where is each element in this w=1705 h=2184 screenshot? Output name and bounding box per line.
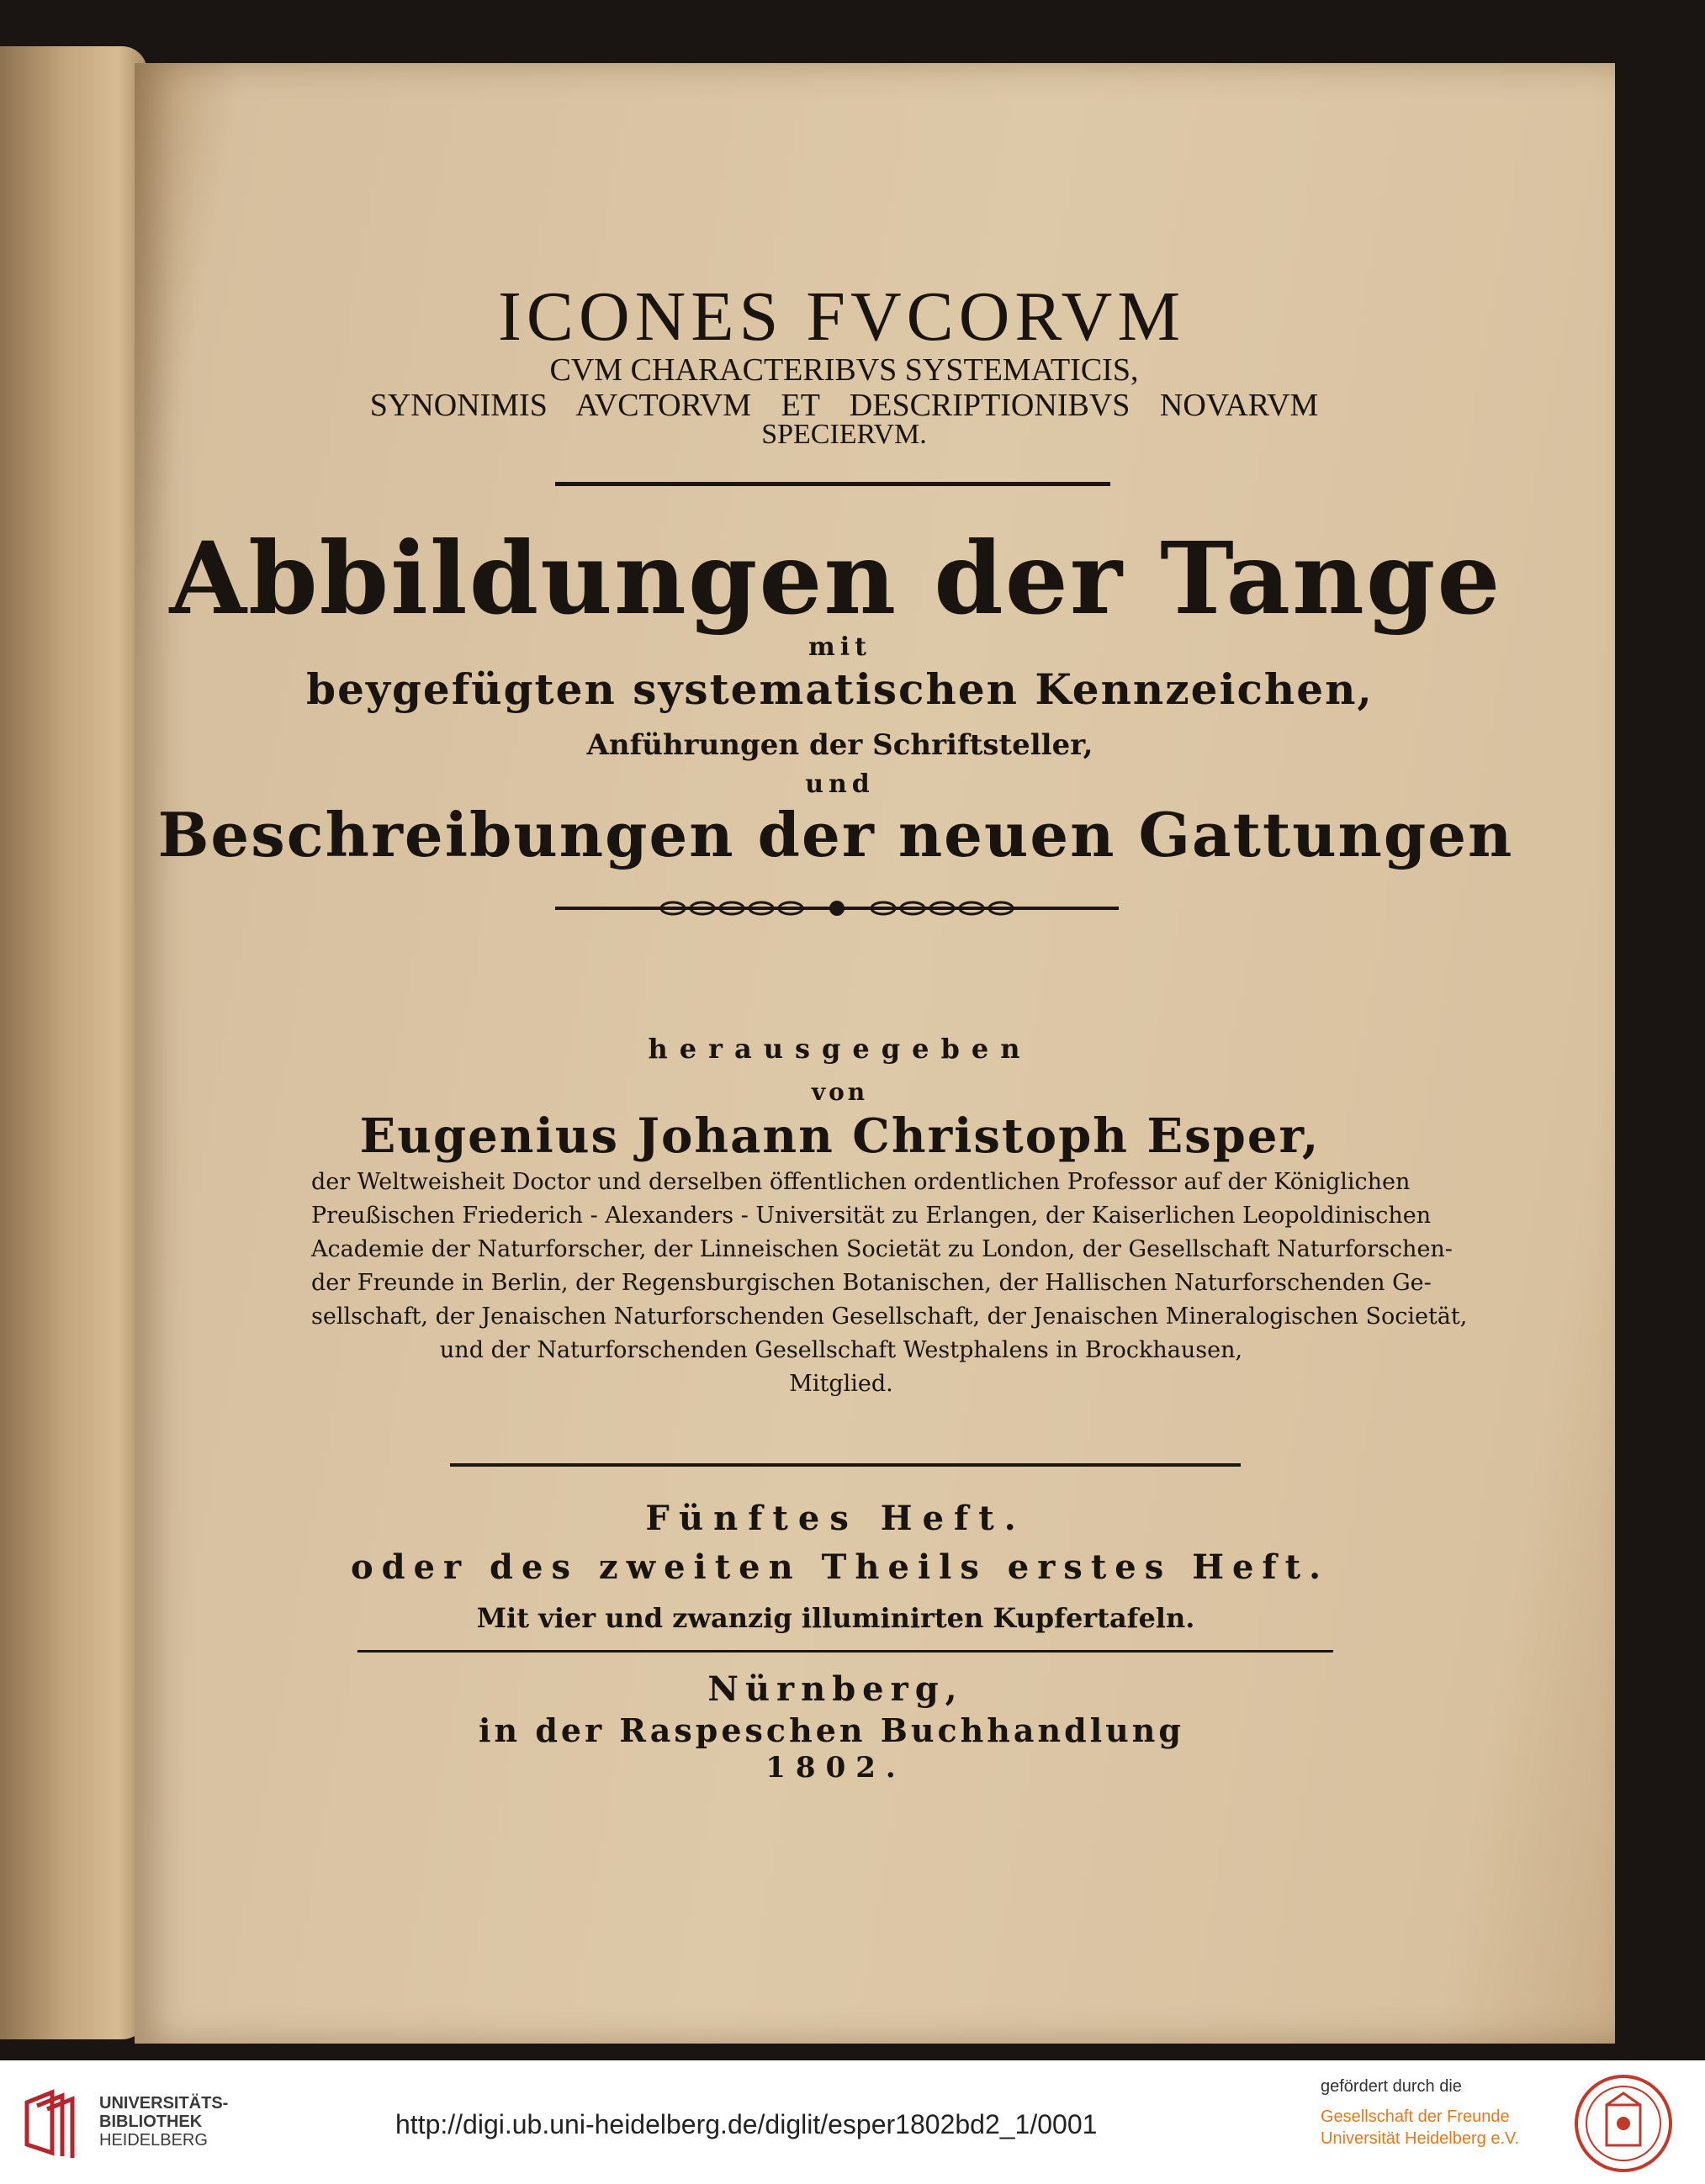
- german-title: Abbildungen der Tange: [169, 520, 1502, 637]
- author-name: Eugenius Johann Christoph Esper,: [359, 1108, 1321, 1164]
- bio-line: der Weltweisheit Doctor und derselben öffentlichen ordentlichen Professor auf der Königlichen: [311, 1169, 1411, 1195]
- issue-teil: oder des zweiten Theils erstes Heft.: [350, 1547, 1330, 1587]
- sponsor-block: [1321, 2076, 1519, 2150]
- subtitle-line-1: beygefügten systematischen Kennzeichen,: [306, 664, 1374, 714]
- und-line: und: [805, 769, 875, 799]
- latin-subtitle-line-3: SPECIERVM.: [761, 419, 927, 450]
- library-name-line-1: UNIVERSITÄTS-: [99, 2094, 229, 2113]
- section-divider-1: [450, 1463, 1241, 1467]
- university-seal-icon: [1573, 2073, 1674, 2174]
- mit-line: mit: [808, 632, 871, 662]
- author-biography: [311, 1166, 1468, 1401]
- subtitle-line-3: Beschreibungen der neuen Gattungen: [157, 799, 1514, 870]
- imprint-publisher: in der Raspeschen Buchhandlung: [479, 1711, 1184, 1749]
- section-divider-2: [357, 1650, 1333, 1653]
- issue-tafeln: Mit vier und zwanzig illuminirten Kupfertafeln.: [476, 1602, 1195, 1634]
- latin-subtitle-line-1: CVM CHARACTERIBVS SYSTEMATICIS,: [549, 352, 1139, 388]
- bio-line: sellschaft, der Jenaischen Naturforschenden Gesellschaft, der Jenaischen Mineralogischen Societät,: [311, 1304, 1468, 1330]
- sponsor-name-2: Universität Heidelberg e.V.: [1321, 2129, 1520, 2148]
- issue-heft: Fünftes Heft.: [645, 1499, 1026, 1538]
- bio-line: Academie der Naturforscher, der Linneischen Societät zu London, der Gesellschaft Naturforschen-: [311, 1236, 1453, 1262]
- digitization-footer: [0, 2060, 1705, 2184]
- ub-heidelberg-logo-icon: [19, 2086, 90, 2160]
- permalink-url[interactable]: http://digi.ub.uni-heidelberg.de/diglit/esper1802bd2_1/0001: [395, 2109, 1098, 2139]
- bio-line: Mitglied.: [789, 1371, 893, 1397]
- latin-subtitle-line-2: SYNONIMIS AVCTORVM ET DESCRIPTIONIBVS NOVARVM: [369, 388, 1319, 423]
- imprint-city: Nürnberg,: [707, 1669, 964, 1709]
- bio-line: und der Naturforschenden Gesellschaft Westphalens in Brockhausen,: [439, 1337, 1243, 1363]
- von-line: von: [811, 1078, 869, 1106]
- latin-title: ICONES FVCORVM: [497, 278, 1186, 356]
- imprint-year: 1802.: [765, 1751, 906, 1785]
- bio-line: Preußischen Friederich - Alexanders - Universität zu Erlangen, der Kaiserlichen Leopoldinischen: [311, 1203, 1432, 1229]
- ornamental-divider: [555, 896, 1119, 921]
- library-name-line-3: HEIDELBERG: [99, 2131, 208, 2150]
- title-divider: [555, 482, 1110, 486]
- library-name-line-2: BIBLIOTHEK: [99, 2113, 203, 2131]
- bio-line: der Freunde in Berlin, der Regensburgischen Botanischen, der Hallischen Naturforschenden Ge-: [311, 1270, 1432, 1296]
- library-name: [99, 2094, 228, 2150]
- sponsor-name-1: Gesellschaft der Freunde: [1321, 2107, 1510, 2126]
- sponsor-intro: gefördert durch die: [1321, 2077, 1462, 2096]
- subtitle-line-2: Anführungen der Schriftsteller,: [586, 728, 1093, 762]
- herausgegeben-line: herausgegeben: [648, 1033, 1032, 1065]
